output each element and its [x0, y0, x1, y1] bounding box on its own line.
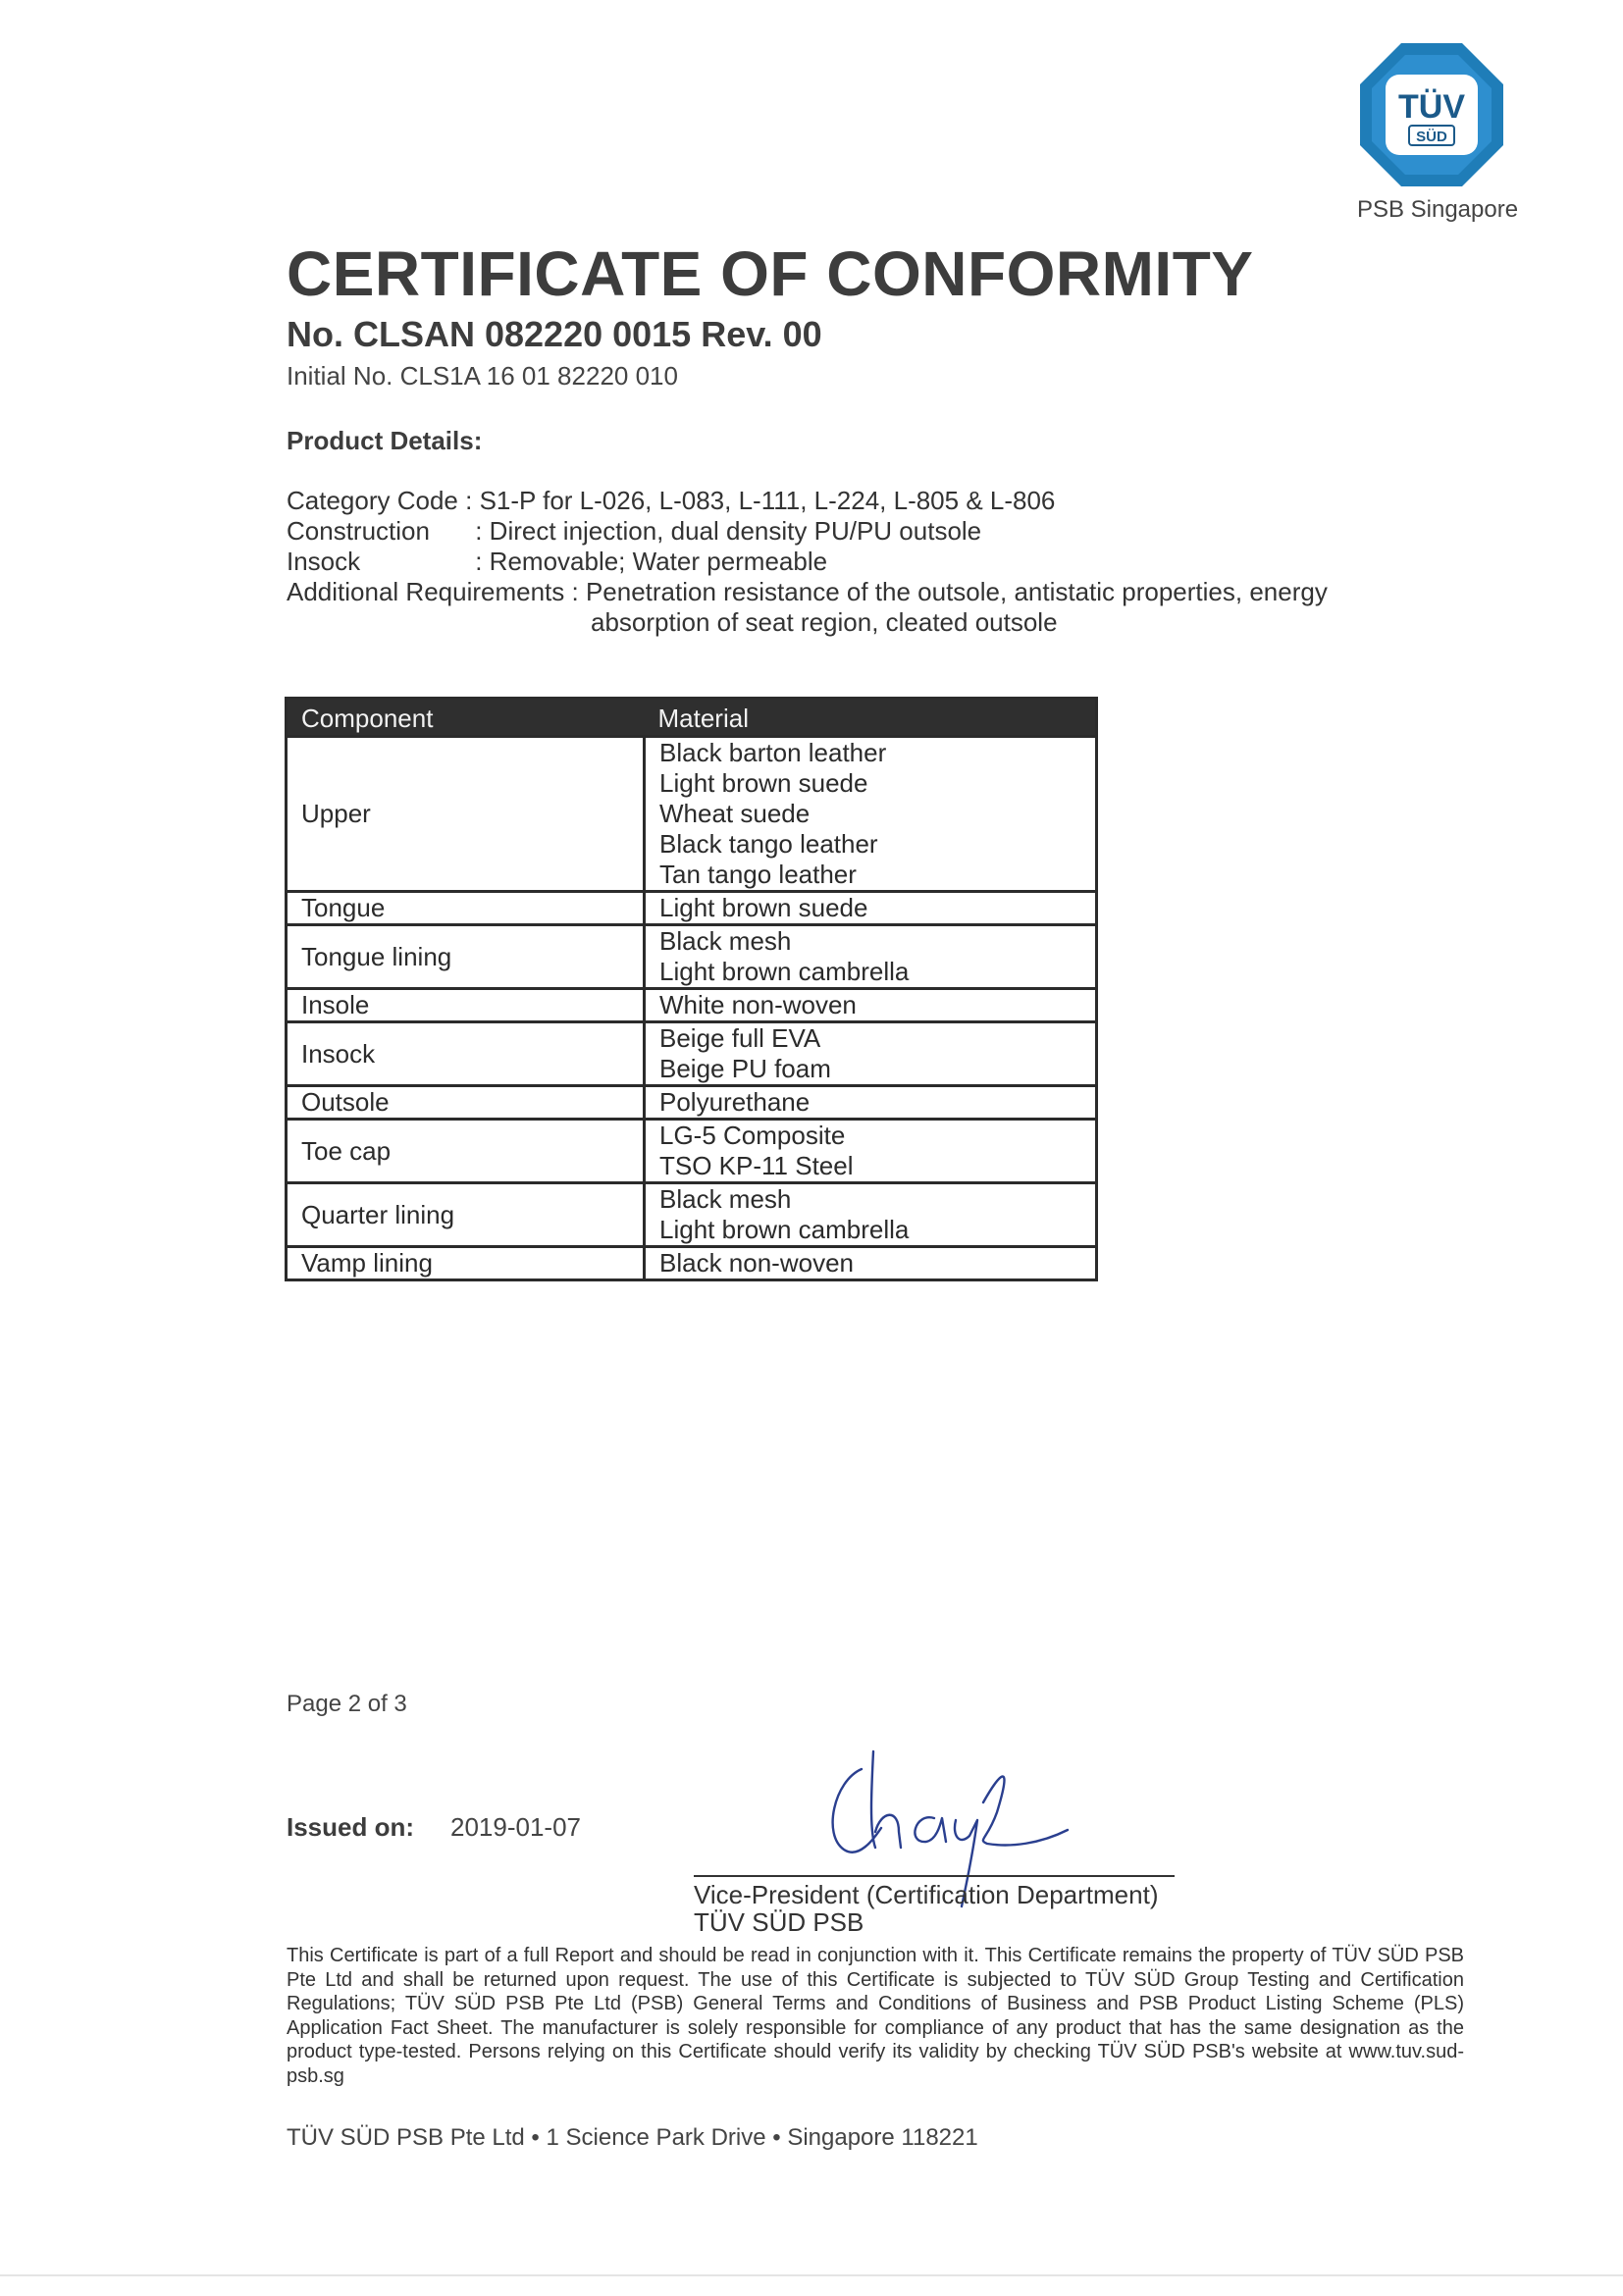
- document-title: CERTIFICATE OF CONFORMITY: [287, 238, 1254, 309]
- table-header-row: [287, 699, 1097, 737]
- table-row: [287, 737, 1097, 892]
- disclaimer-text: This Certificate is part of a full Report and should be read in conjunction with it. This Certificate remains the property of TÜV SÜD PSB Pte Ltd and shall be returned upon request. The use of this Certificate is subjected to TÜV SÜD Group Testing and Certification Regulations; TÜV SÜD PSB Pte Ltd (PSB) General Terms and Conditions of Business and PSB Product Listing Scheme (PLS) Application Fact Sheet. The manufacturer is solely responsible for compliance of any product that has the same designation as the product type-tested. Persons relying on this Certificate should verify its validity by checking TÜV SÜD PSB's website at www.tuv.sud-psb.sg: [287, 1945, 1464, 2087]
- table-row: [287, 892, 1097, 925]
- material-cell: [645, 925, 1097, 989]
- material-cell: [645, 1183, 1097, 1247]
- detail-value: Direct injection, dual density PU/PU outsole: [489, 516, 982, 546]
- component-cell: Insock: [287, 1022, 645, 1086]
- detail-label: Additional Requirements: [287, 577, 565, 606]
- material-item: Black non-woven: [659, 1248, 854, 1278]
- material-item: Black mesh: [659, 1184, 792, 1214]
- component-cell: Insole: [287, 989, 645, 1022]
- detail-value-continuation: absorption of seat region, cleated outsole: [591, 607, 1058, 637]
- detail-separator: :: [468, 516, 490, 546]
- table-row: [287, 1086, 1097, 1120]
- material-cell: [645, 1120, 1097, 1183]
- detail-label: Category Code: [287, 486, 458, 515]
- table-row: [287, 1183, 1097, 1247]
- table-row: [287, 925, 1097, 989]
- logo-caption: PSB Singapore: [1356, 196, 1519, 223]
- material-item: Black barton leather: [659, 738, 887, 767]
- material-item: Beige full EVA: [659, 1023, 821, 1053]
- signature-line: [694, 1875, 1175, 1877]
- component-cell: Quarter lining: [287, 1183, 645, 1247]
- material-cell: [645, 892, 1097, 925]
- table-row: [287, 989, 1097, 1022]
- material-item: Polyurethane: [659, 1087, 811, 1117]
- signatory-organization: TÜV SÜD PSB: [694, 1907, 864, 1937]
- material-item: TSO KP-11 Steel: [659, 1151, 854, 1180]
- company-address: TÜV SÜD PSB Pte Ltd • 1 Science Park Drive • Singapore 118221: [287, 2124, 978, 2151]
- detail-label: Insock: [287, 547, 361, 576]
- svg-text:SÜD: SÜD: [1416, 129, 1447, 145]
- component-cell: Outsole: [287, 1086, 645, 1120]
- table-row: [287, 1120, 1097, 1183]
- material-cell: [645, 1022, 1097, 1086]
- material-item: Wheat suede: [659, 799, 811, 828]
- material-cell: [645, 989, 1097, 1022]
- detail-separator: :: [457, 486, 480, 515]
- component-cell: Vamp lining: [287, 1247, 645, 1280]
- page-indicator: Page 2 of 3: [287, 1691, 407, 1717]
- material-item: LG-5 Composite: [659, 1121, 846, 1150]
- detail-row-construction: [287, 516, 1328, 547]
- table-row: [287, 1022, 1097, 1086]
- detail-value: S1-P for L-026, L-083, L-111, L-224, L-805 & L-806: [479, 486, 1056, 515]
- column-header-component: Component: [287, 699, 645, 737]
- material-item: Light brown cambrella: [659, 1215, 910, 1244]
- material-cell: [645, 737, 1097, 892]
- material-item: Light brown suede: [659, 768, 868, 798]
- material-item: Beige PU foam: [659, 1054, 831, 1083]
- material-cell: [645, 1247, 1097, 1280]
- material-item: Light brown cambrella: [659, 957, 910, 986]
- issued-label: Issued on:: [287, 1812, 415, 1842]
- material-item: Black mesh: [659, 926, 792, 956]
- material-item: Light brown suede: [659, 893, 868, 922]
- component-cell: Tongue: [287, 892, 645, 925]
- detail-row-category-code: [287, 486, 1328, 516]
- initial-number: Initial No. CLS1A 16 01 82220 010: [287, 361, 678, 391]
- detail-value: Penetration resistance of the outsole, antistatic properties, energy: [585, 577, 1328, 606]
- component-cell: Tongue lining: [287, 925, 645, 989]
- material-item: White non-woven: [659, 990, 857, 1019]
- tuv-sud-logo: [1358, 41, 1505, 188]
- detail-separator: :: [468, 547, 490, 576]
- signatory-title: Vice-President (Certification Department): [694, 1880, 1159, 1909]
- svg-text:TÜV: TÜV: [1398, 88, 1465, 126]
- column-header-material: Material: [645, 699, 1097, 737]
- detail-row-additional-requirements: [287, 577, 1328, 607]
- detail-separator: :: [564, 577, 586, 606]
- issued-date: 2019-01-07: [450, 1812, 581, 1842]
- material-item: Black tango leather: [659, 829, 878, 859]
- detail-value: Removable; Water permeable: [489, 547, 828, 576]
- certificate-number: No. CLSAN 082220 0015 Rev. 00: [287, 314, 822, 354]
- product-details-list: [287, 486, 1328, 638]
- material-cell: [645, 1086, 1097, 1120]
- product-details-heading: Product Details:: [287, 426, 483, 455]
- component-cell: Upper: [287, 737, 645, 892]
- material-item: Tan tango leather: [659, 860, 857, 889]
- table-row: [287, 1247, 1097, 1280]
- bottom-divider: [0, 2274, 1623, 2276]
- detail-row-insock: [287, 547, 1328, 577]
- component-cell: Toe cap: [287, 1120, 645, 1183]
- materials-table: [285, 697, 1098, 1281]
- detail-label: Construction: [287, 516, 430, 546]
- table-body: [287, 737, 1097, 1280]
